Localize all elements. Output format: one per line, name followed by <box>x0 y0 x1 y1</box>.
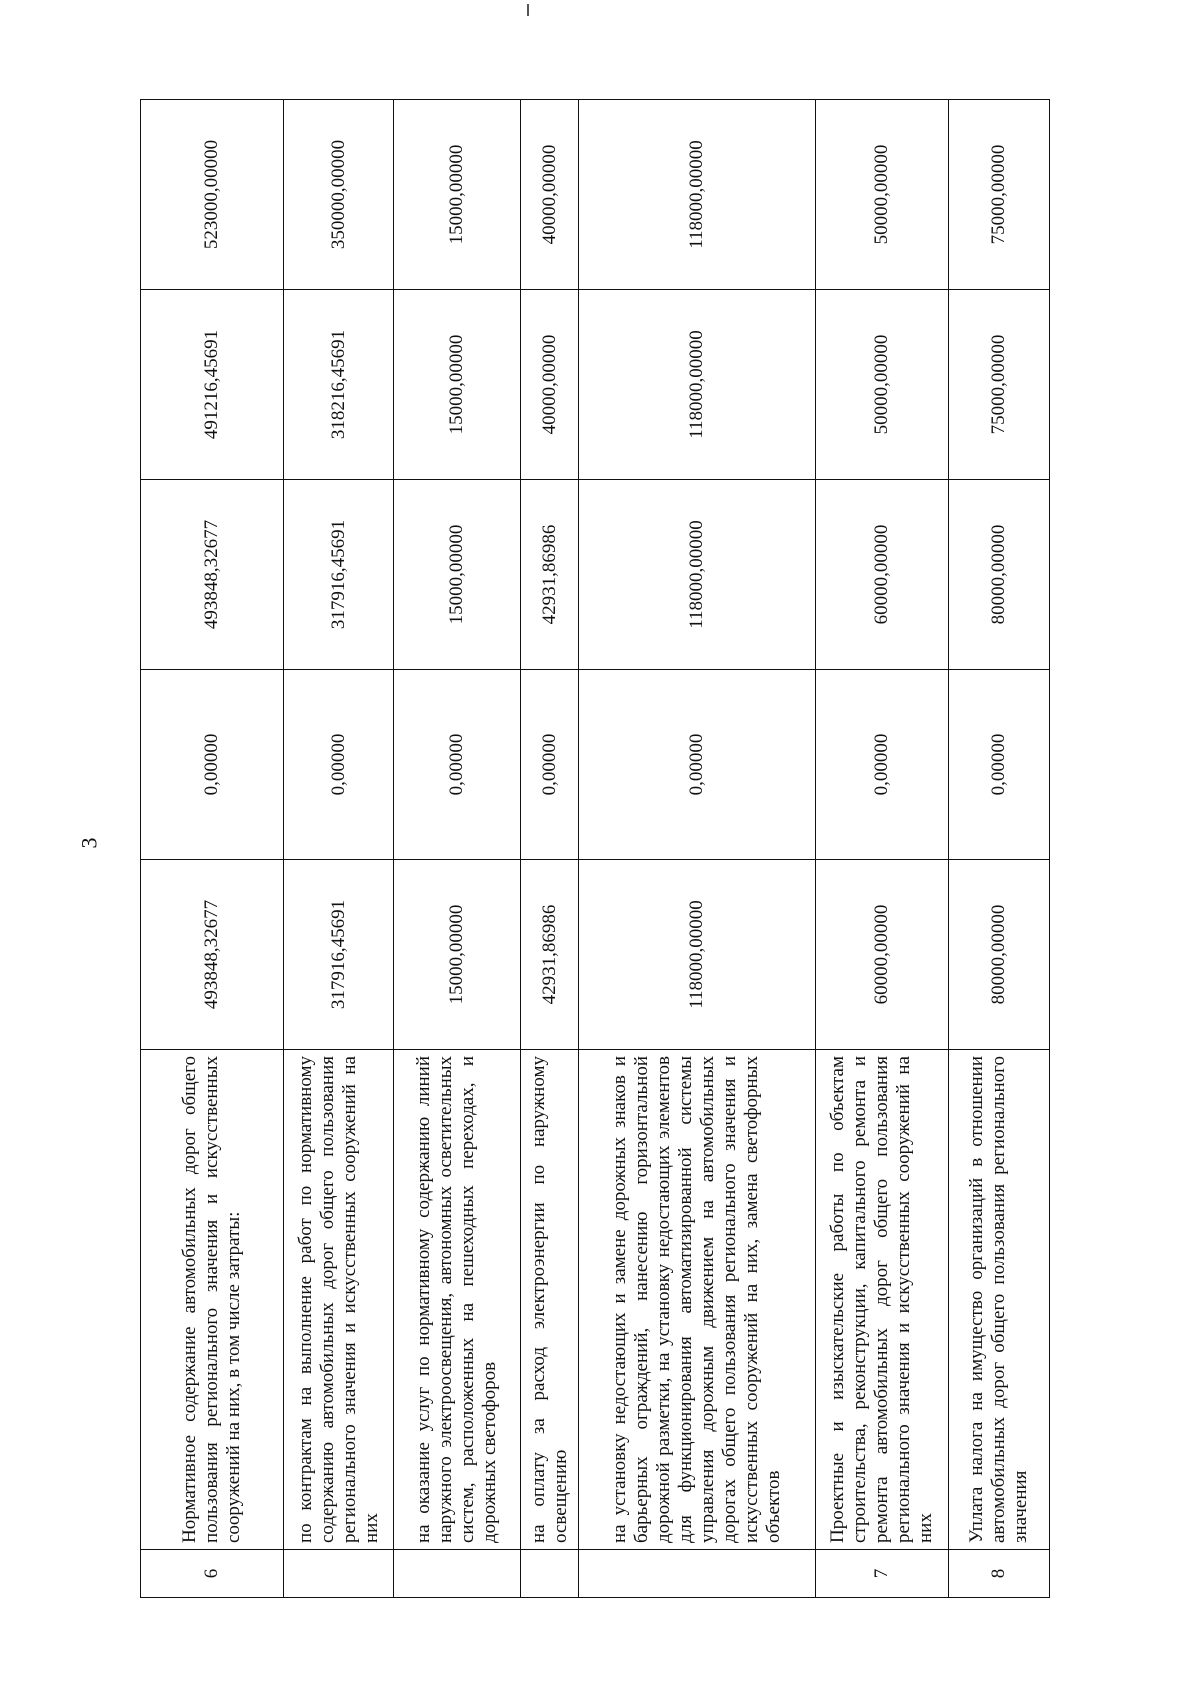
table-row <box>283 100 393 1598</box>
table-row <box>521 100 578 1598</box>
row-number: 7 <box>816 1550 948 1598</box>
value-cell: 0,00000 <box>578 670 816 860</box>
table-row <box>578 100 816 1598</box>
value-cell: 491216,45691 <box>141 290 284 480</box>
value-cell: 60000,00000 <box>816 860 948 1050</box>
table-row <box>141 100 284 1598</box>
value-cell: 0,00000 <box>948 670 1049 860</box>
value-cell: 80000,00000 <box>948 480 1049 670</box>
scan-mark <box>527 4 529 16</box>
row-name: Нормативное содержание автомобильных дорог общего пользования регионального значения и искусственных сооружений на них, в том числе затраты: <box>141 1050 284 1550</box>
value-cell: 40000,00000 <box>521 100 578 290</box>
value-cell: 75000,00000 <box>948 290 1049 480</box>
value-cell: 118000,00000 <box>578 290 816 480</box>
value-cell: 75000,00000 <box>948 100 1049 290</box>
value-cell: 118000,00000 <box>578 100 816 290</box>
row-number: 8 <box>948 1550 1049 1598</box>
row-name: на установку недостающих и замене дорожных знаков и барьерных ограждений, нанесению горизонтальной дорожной разметки, на установку недостающих элементов для функционирования автоматизированной системы управления дорожным движением на автомобильных дорогах общего пользования регионального значения и искусственных сооружений на них, замена светофорных объектов <box>578 1050 816 1550</box>
value-cell: 42931,86986 <box>521 480 578 670</box>
value-cell: 0,00000 <box>283 670 393 860</box>
row-name: на оплату за расход электроэнергии по наружному освещению <box>521 1050 578 1550</box>
value-cell: 493848,32677 <box>141 480 284 670</box>
value-cell: 40000,00000 <box>521 290 578 480</box>
value-cell: 15000,00000 <box>394 480 521 670</box>
value-cell: 318216,45691 <box>283 290 393 480</box>
row-name: на оказание услуг по нормативному содержанию линий наружного электроосвещения, автономных осветительных систем, расположенных на пешеходных переходах, и дорожных светофоров <box>394 1050 521 1550</box>
table-row <box>394 100 521 1598</box>
value-cell: 0,00000 <box>816 670 948 860</box>
row-number <box>521 1550 578 1598</box>
value-cell: 0,00000 <box>394 670 521 860</box>
value-cell: 523000,00000 <box>141 100 284 290</box>
row-name: по контрактам на выполнение работ по нормативному содержанию автомобильных дорог общего пользования регионального значения и искусственных сооружений на них <box>283 1050 393 1550</box>
table-row <box>948 100 1049 1598</box>
row-name: Проектные и изыскательские работы по объектам строительства, реконструкции, капитального ремонта и ремонта автомобильных дорог общего пользования регионального значения и искусственных сооружений на них <box>816 1050 948 1550</box>
value-cell: 50000,00000 <box>816 290 948 480</box>
table-row <box>816 100 948 1598</box>
value-cell: 42931,86986 <box>521 860 578 1050</box>
value-cell: 493848,32677 <box>141 860 284 1050</box>
value-cell: 80000,00000 <box>948 860 1049 1050</box>
value-cell: 0,00000 <box>521 670 578 860</box>
value-cell: 350000,00000 <box>283 100 393 290</box>
row-number <box>283 1550 393 1598</box>
value-cell: 0,00000 <box>141 670 284 860</box>
row-number <box>578 1550 816 1598</box>
value-cell: 317916,45691 <box>283 860 393 1050</box>
value-cell: 50000,00000 <box>816 100 948 290</box>
page-number: 3 <box>76 837 102 849</box>
value-cell: 118000,00000 <box>578 480 816 670</box>
row-name: Уплата налога на имущество организаций в отношении автомобильных дорог общего пользования регионального значения <box>948 1050 1049 1550</box>
rotated-table-container <box>140 100 1050 1598</box>
value-cell: 317916,45691 <box>283 480 393 670</box>
row-number: 6 <box>141 1550 284 1598</box>
value-cell: 15000,00000 <box>394 860 521 1050</box>
value-cell: 60000,00000 <box>816 480 948 670</box>
row-number <box>394 1550 521 1598</box>
value-cell: 15000,00000 <box>394 290 521 480</box>
value-cell: 15000,00000 <box>394 100 521 290</box>
budget-table <box>140 99 1050 1598</box>
value-cell: 118000,00000 <box>578 860 816 1050</box>
